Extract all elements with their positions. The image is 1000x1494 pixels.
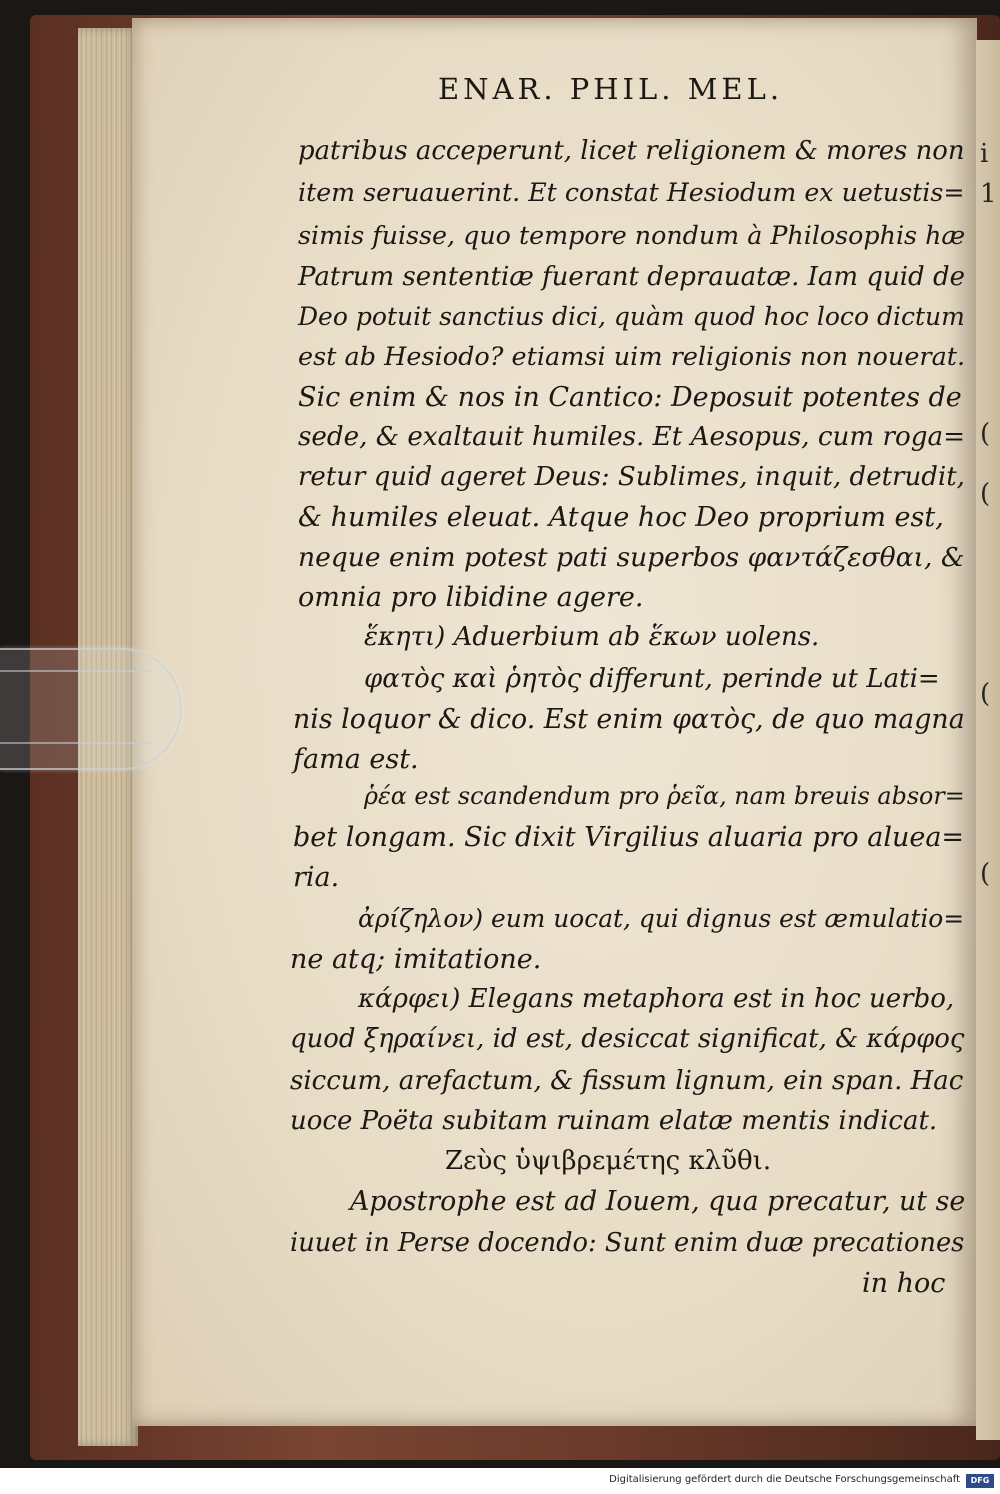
catchword: in hoc [862,1268,946,1299]
text-line: neque enim potest pati superbos φαντάζεσθαι, & [298,542,965,573]
text-line: ἀρίζηλον) eum uocat, qui dignus est æmulatio= [358,904,965,933]
next-page-fragment: i [980,139,989,169]
text-line: fama est. [293,744,419,775]
text-line: nis loquor & dico. Est enim φατὸς, de quo magna [293,704,965,735]
text-line: Deo potuit sanctius dici, quàm quod hoc loco dictum [298,302,965,331]
next-page-fragment: ( [980,679,991,709]
running-head: ENAR. PHIL. MEL. [438,72,784,106]
text-line: item seruauerint. Et constat Hesiodum ex uetustis= [298,178,965,207]
text-line: est ab Hesiodo? etiamsi uim religionis non nouerat. [298,342,966,372]
footer-credit: Digitalisierung gefördert durch die Deutsche Forschungsgemeinschaft [609,1474,960,1485]
text-line: patribus acceperunt, licet religionem & mores non [298,136,965,166]
next-page-fragment: ( [980,479,991,509]
text-line: Sic enim & nos in Cantico: Deposuit potentes de [298,382,962,413]
text-line: Ζεὺς ὑψιβρεμέτης κλῦθι. [445,1146,772,1176]
text-line: ῥέα est scandendum pro ῥεῖα, nam breuis absor= [364,782,965,810]
text-line: uoce Poëta subitam ruinam elatæ mentis indicat. [290,1106,938,1136]
next-page-edge [976,40,1000,1440]
next-page-fragment: ( [980,859,991,889]
text-line: omnia pro libidine agere. [298,582,644,613]
text-line: siccum, arefactum, & fissum lignum, ein span. Hac [290,1066,964,1096]
text-line: κάρφει) Elegans metaphora est in hoc uerbo, [358,984,955,1014]
text-line: iuuet in Perse docendo: Sunt enim duæ precationes [290,1228,965,1258]
text-line: Apostrophe est ad Iouem, qua precatur, ut se [350,1186,966,1217]
text-line: quod ξηραίνει, id est, desiccat significat, & κάρφος [290,1024,965,1054]
next-page-fragment: 1 [980,179,997,209]
next-page-fragment: ( [980,419,991,449]
text-line: ria. [293,862,340,893]
text-line: sede, & exaltauit humiles. Et Aesopus, cum roga= [298,422,966,452]
text-line: & humiles eleuat. Atque hoc Deo proprium est, [298,502,944,533]
text-line: ἕκητι) Aduerbium ab ἕκων uolens. [364,622,820,652]
bookmark-clip [0,648,182,770]
dfg-logo: DFG [966,1474,994,1488]
text-line: bet longam. Sic dixit Virgilius aluaria pro aluea= [293,822,965,853]
text-line: φατὸς καὶ ῥητὸς differunt, perinde ut Lati= [364,664,940,694]
text-line: simis fuisse, quo tempore nondum à Philosophis hæ [298,220,966,250]
text-line: retur quid ageret Deus: Sublimes, inquit, detrudit, [298,462,965,492]
text-line: Patrum sententiæ fuerant deprauatæ. Iam quid de [298,262,966,292]
footer-bar [0,1468,1000,1494]
text-line: ne atq; imitatione. [290,944,542,975]
